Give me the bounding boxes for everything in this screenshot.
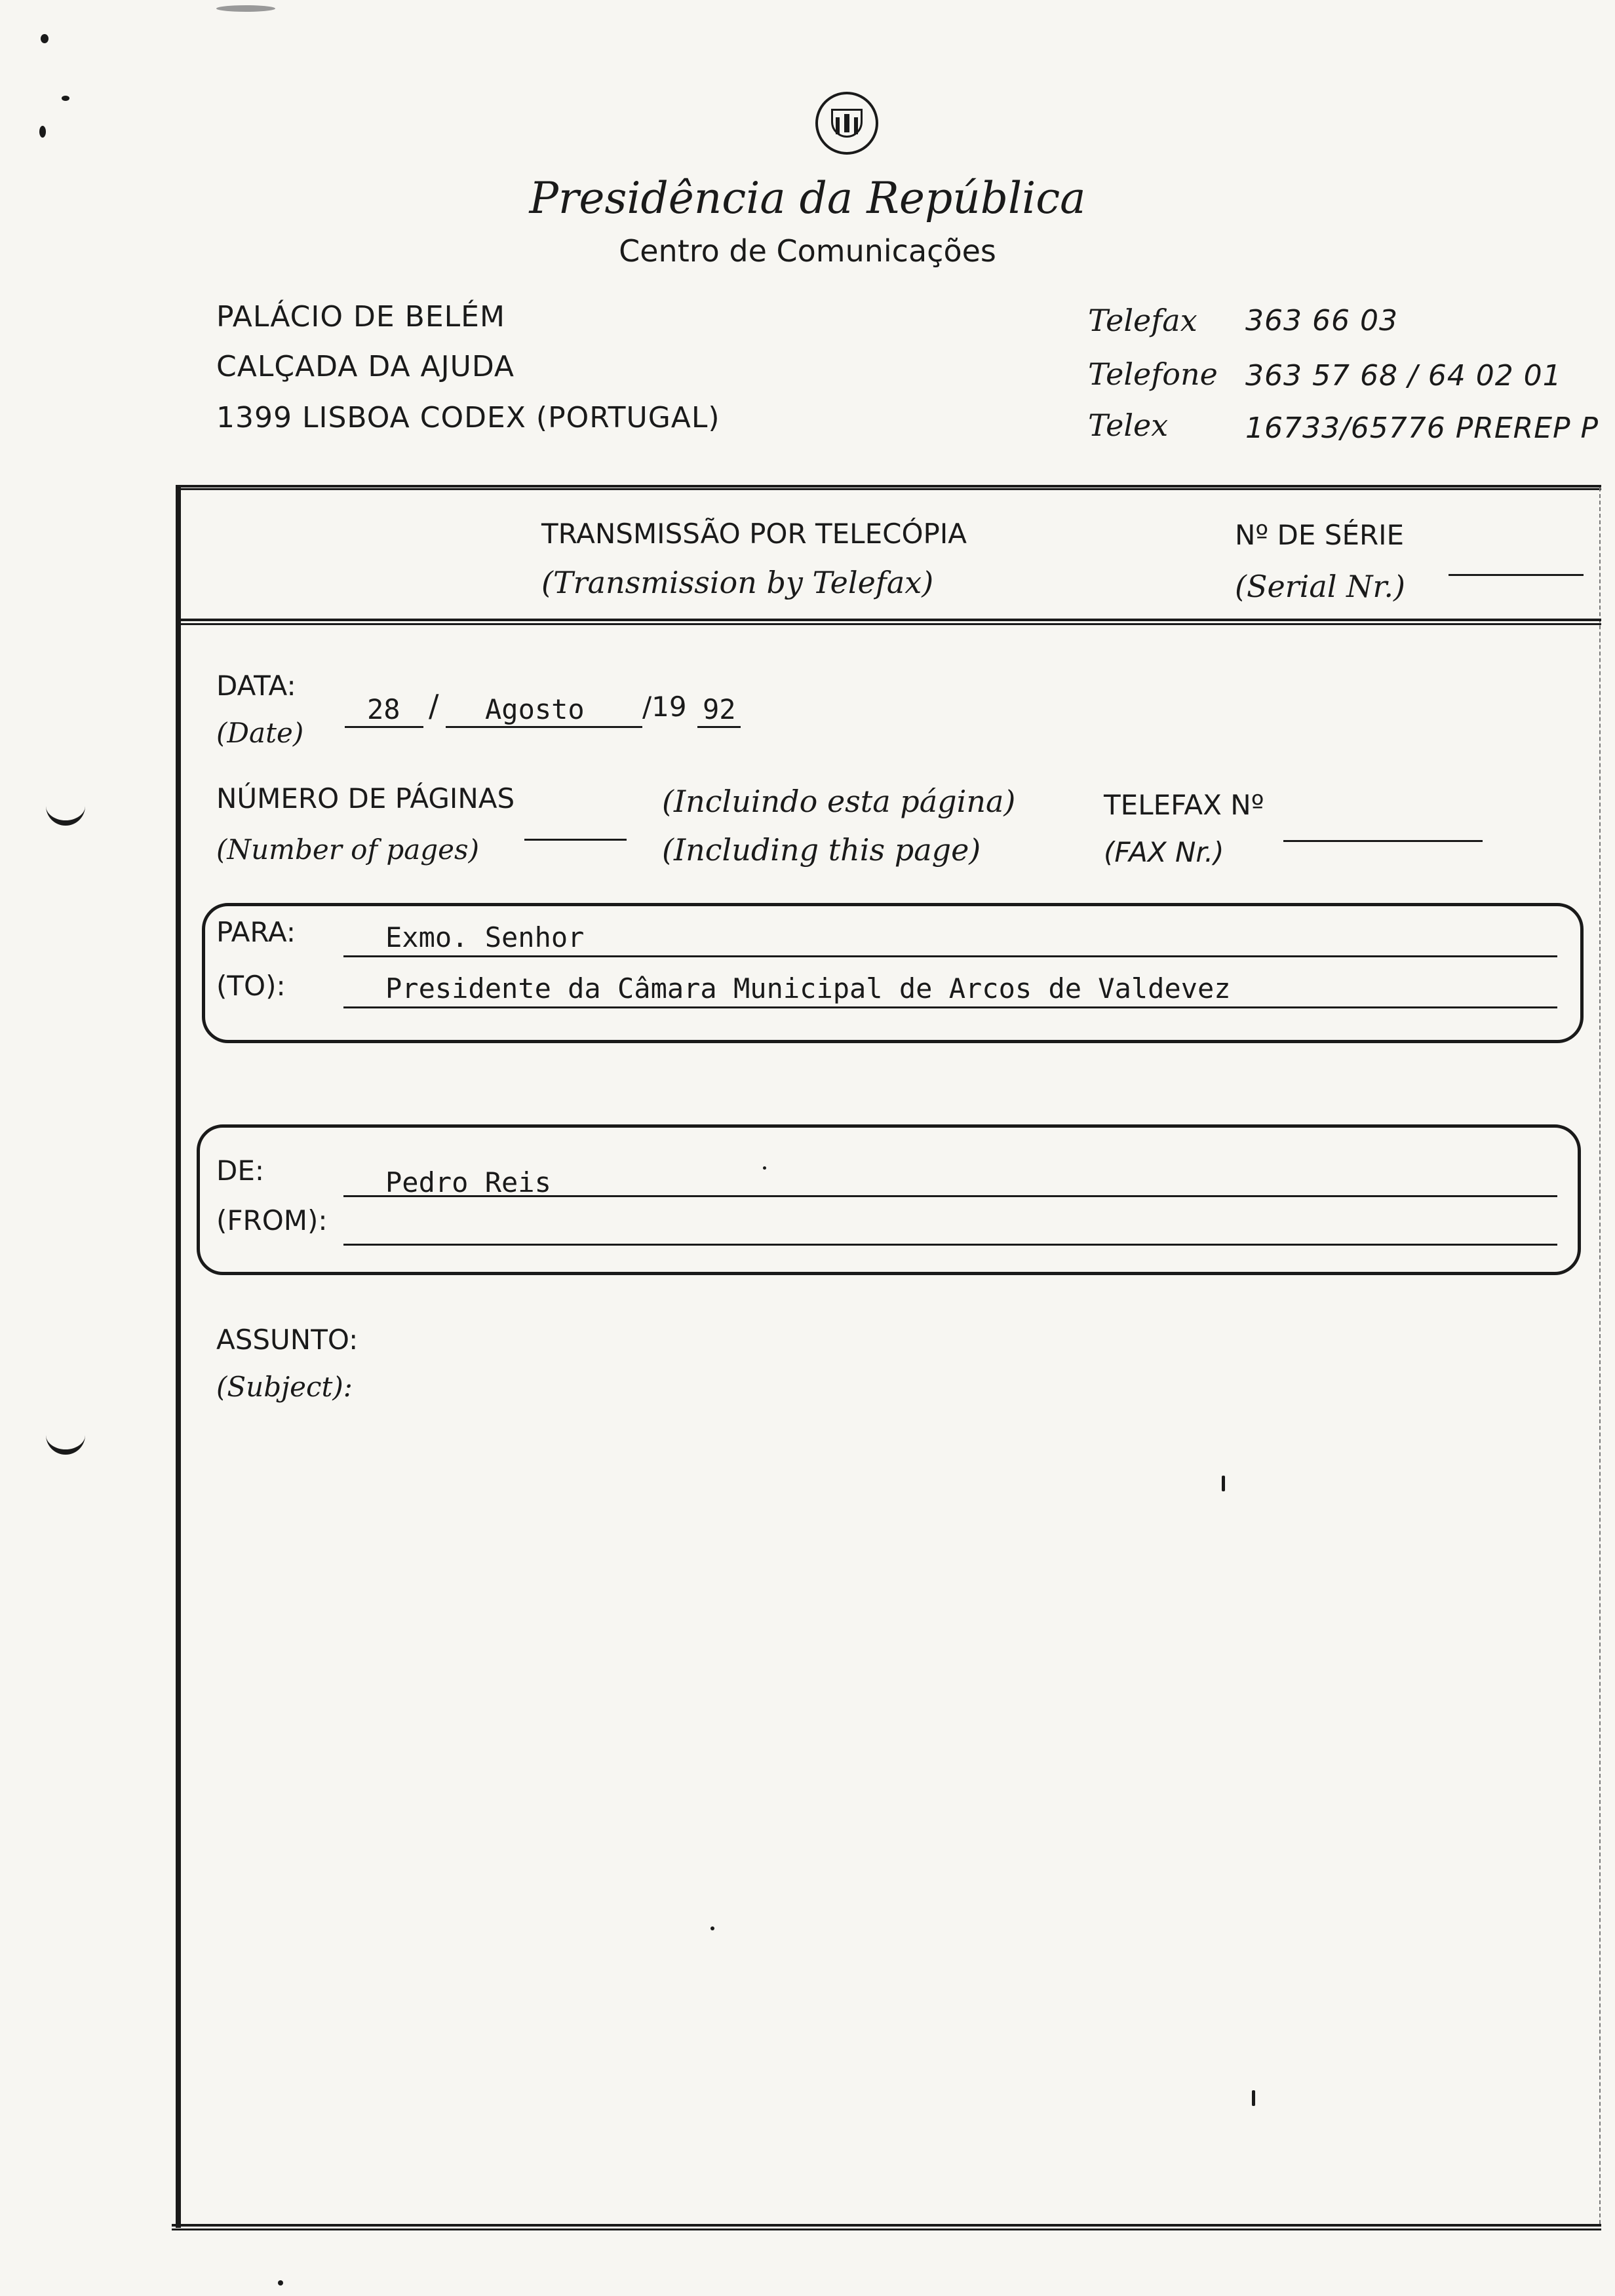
scan-speck [1252, 2090, 1255, 2106]
to-label-pt: PARA: [216, 916, 296, 948]
address-line-2: CALÇADA DA AJUDA [216, 350, 515, 383]
subject-label-en: (Subject): [216, 1371, 353, 1403]
pages-label-en: (Number of pages) [216, 833, 479, 866]
scan-speck [1222, 1476, 1225, 1491]
date-day-field[interactable] [345, 726, 423, 728]
subject-body-area[interactable] [197, 1428, 1586, 2202]
from-label-pt: DE: [216, 1155, 265, 1187]
serial-label-en: (Serial Nr.) [1235, 569, 1405, 604]
form-heading-en: (Transmission by Telefax) [541, 565, 934, 600]
telefax-label: Telefax [1088, 303, 1197, 338]
scan-speck [710, 1926, 714, 1930]
form-bottom-border [172, 2224, 1601, 2230]
subject-label-pt: ASSUNTO: [216, 1324, 359, 1356]
fax-number-field[interactable] [1283, 840, 1483, 842]
date-label-en: (Date) [216, 717, 304, 749]
scan-speck [39, 126, 46, 138]
date-separator: / [429, 688, 439, 723]
to-field-1[interactable] [343, 955, 1557, 957]
telex-value: 16733/65776 PREREP P [1245, 411, 1599, 445]
sender-box [197, 1124, 1581, 1275]
form-right-border [1599, 488, 1601, 2224]
date-year-field[interactable] [697, 726, 741, 728]
pages-label-pt: NÚMERO DE PÁGINAS [216, 782, 515, 814]
telefone-value: 363 57 68 / 64 02 01 [1245, 359, 1562, 392]
to-field-2[interactable] [343, 1006, 1557, 1008]
to-label-en: (TO): [216, 970, 286, 1002]
binder-hole-mark [46, 799, 85, 826]
pages-field[interactable] [524, 839, 627, 841]
to-line-1: Exmo. Senhor [385, 921, 585, 953]
letterhead-title: Presidência da República [529, 173, 1086, 223]
date-day: 28 [367, 693, 400, 725]
date-month-field[interactable] [446, 726, 642, 728]
date-label-pt: DATA: [216, 670, 296, 702]
from-field-2[interactable] [343, 1244, 1557, 1246]
telefone-label: Telefone [1088, 356, 1218, 392]
coat-of-arms-seal [815, 92, 878, 155]
form-header-separator [176, 619, 1601, 625]
from-line-1: Pedro Reis [385, 1166, 551, 1198]
fax-label-en: (FAX Nr.) [1104, 836, 1224, 868]
date-month: Agosto [485, 693, 585, 725]
fax-label-pt: TELEFAX Nº [1104, 789, 1264, 821]
form-left-border [176, 485, 181, 2228]
to-line-2: Presidente da Câmara Municipal de Arcos de Valdevez [385, 972, 1231, 1004]
binder-hole-mark [46, 1428, 85, 1455]
form-top-border [176, 485, 1601, 490]
serial-field[interactable] [1449, 574, 1584, 576]
address-line-1: PALÁCIO DE BELÉM [216, 300, 505, 334]
from-field-1[interactable] [343, 1195, 1557, 1197]
telex-label: Telex [1088, 408, 1169, 443]
scan-speck [62, 96, 69, 101]
pages-including-en: (Including this page) [662, 832, 981, 868]
pages-including-pt: (Incluindo esta página) [662, 784, 1016, 819]
scan-speck [763, 1166, 766, 1170]
address-line-3: 1399 LISBOA CODEX (PORTUGAL) [216, 401, 720, 434]
form-heading-pt: TRANSMISSÃO POR TELECÓPIA [541, 518, 967, 550]
date-year: 92 [703, 693, 736, 725]
telefax-value: 363 66 03 [1245, 304, 1398, 337]
serial-label-pt: Nº DE SÉRIE [1235, 519, 1405, 551]
scan-speck [216, 5, 275, 12]
scan-speck [278, 2280, 283, 2286]
from-label-en: (FROM): [216, 1204, 328, 1236]
scan-speck [41, 34, 49, 43]
date-century: /19 [642, 691, 687, 723]
letterhead-subtitle: Centro de Comunicações [619, 233, 996, 269]
